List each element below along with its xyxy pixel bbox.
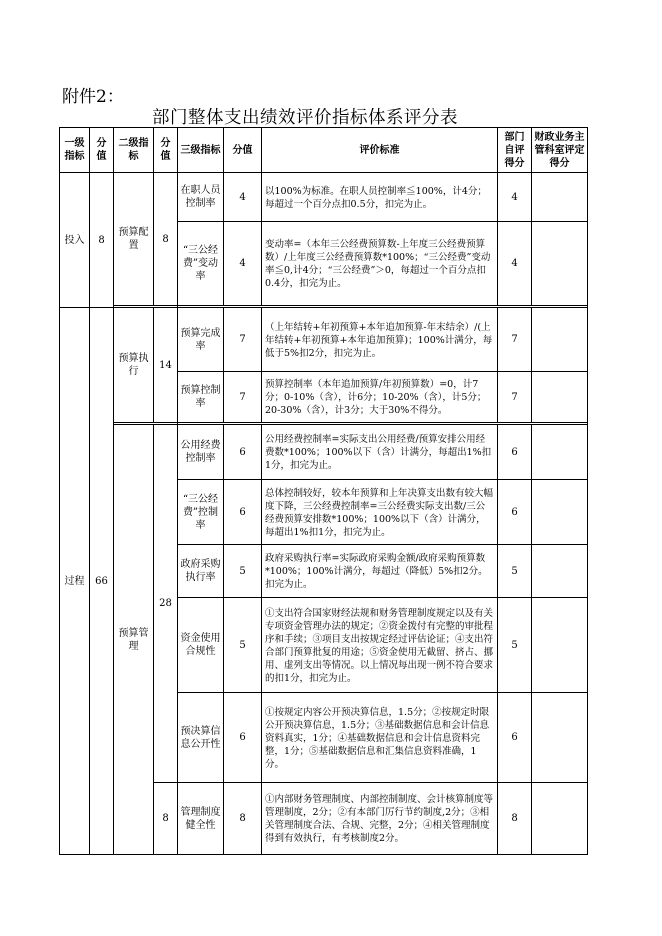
self-score: 4 bbox=[498, 173, 532, 222]
header-score2: 分值 bbox=[154, 128, 178, 173]
self-score: 5 bbox=[498, 545, 532, 598]
subgroup-budget-exec-score: 14 bbox=[154, 308, 178, 423]
indicator-score: 5 bbox=[224, 598, 262, 693]
subgroup-budget-mgmt-score: 28 bbox=[154, 425, 178, 783]
header-row bbox=[60, 128, 588, 173]
indicator-score: 8 bbox=[224, 783, 262, 855]
table-row bbox=[60, 173, 588, 222]
finance-score bbox=[532, 425, 588, 480]
group-input-score: 8 bbox=[90, 173, 114, 308]
subgroup-budget-mgmt-name: 预算管理 bbox=[114, 425, 154, 855]
indicator-score: 4 bbox=[224, 173, 262, 222]
criteria-text: 变动率=（本年三公经费预算数-上年度三公经费预算数）/上年度三公经费预算数*100%；“三公经费”变动率≦0,计4分；“三公经费”＞0，每超过一个百分点扣0.4分，扣完为止。 bbox=[262, 222, 498, 306]
indicator-score: 6 bbox=[224, 693, 262, 783]
self-score: 5 bbox=[498, 598, 532, 693]
indicator-score: 6 bbox=[224, 425, 262, 480]
criteria-text: ①内部财务管理制度、内部控制制度、会计核算制度等管理制度，2分；②有本部门厉行节约制度,2分；③相关管理制度合法、合规、完整，2分；④相关管理制度得到有效执行，有考核制度2分。 bbox=[262, 783, 498, 855]
header-score1: 分值 bbox=[90, 128, 114, 173]
indicator-name: 预算完成率 bbox=[178, 308, 224, 372]
self-score: 8 bbox=[498, 783, 532, 855]
indicator-name: “三公经费”控制率 bbox=[178, 480, 224, 545]
self-score: 6 bbox=[498, 480, 532, 545]
subgroup-budget-exec-name: 预算执行 bbox=[114, 308, 154, 423]
criteria-text: 政府采购执行率=实际政府采购金额/政府采购预算数*100%；100%计满分，每超过（降低）5%扣2分。扣完为止。 bbox=[262, 545, 498, 598]
indicator-name: 管理制度健全性 bbox=[178, 783, 224, 855]
finance-score bbox=[532, 372, 588, 423]
attachment-label: 附件2： bbox=[62, 87, 124, 107]
header-score3: 分值 bbox=[224, 128, 262, 173]
finance-score bbox=[532, 693, 588, 783]
indicator-name: 公用经费控制率 bbox=[178, 425, 224, 480]
indicator-name: 在职人员控制率 bbox=[178, 173, 224, 222]
indicator-name: 政府采购执行率 bbox=[178, 545, 224, 598]
indicator-score: 4 bbox=[224, 222, 262, 306]
finance-score bbox=[532, 545, 588, 598]
indicator-name: “三公经费”变动率 bbox=[178, 222, 224, 306]
header-level1: 一级指标 bbox=[60, 128, 90, 173]
subgroup-budget-config-score: 8 bbox=[154, 173, 178, 306]
criteria-text: 预算控制率（本年追加预算/年初预算数）=0，计7分；0-10%（含），计6分；10-20%（含），计5分；20-30%（含），计3分；大于30%不得分。 bbox=[262, 372, 498, 423]
indicator-score: 5 bbox=[224, 545, 262, 598]
criteria-text: 以100%为标准。在职人员控制率≦100%，计4分；每超过一个百分点扣0.5分，扣完为止。 bbox=[262, 173, 498, 222]
header-level3: 三级指标 bbox=[178, 128, 224, 173]
finance-score bbox=[532, 222, 588, 306]
header-finance: 财政业务主管科室评定得分 bbox=[532, 128, 588, 173]
indicator-name: 预决算信息公开性 bbox=[178, 693, 224, 783]
subgroup-last-score: 8 bbox=[154, 783, 178, 855]
self-score: 6 bbox=[498, 425, 532, 480]
criteria-text: ①支出符合国家财经法规和财务管理制度规定以及有关专项资金管理办法的规定；②资金拨付有完整的审批程序和手续；③项目支出按规定经过评估论证；④支出符合部门预算批复的用途；⑤资金使用无截留、挤占、挪用、虚列支出等情况。以上情况每出现一例不符合要求的扣1分，扣完为止。 bbox=[262, 598, 498, 693]
self-score: 7 bbox=[498, 372, 532, 423]
indicator-score: 7 bbox=[224, 372, 262, 423]
header-level2: 二级指标 bbox=[114, 128, 154, 173]
evaluation-table bbox=[59, 127, 588, 855]
self-score: 6 bbox=[498, 693, 532, 783]
self-score: 7 bbox=[498, 308, 532, 372]
criteria-text: 总体控制较好，较本年预算和上年决算支出数有较大幅度下降，三公经费控制率=三公经费实际支出数/三公经费预算安排数*100%；100%以下（含）计满分，每超出1%扣1分，扣完为止。 bbox=[262, 480, 498, 545]
finance-score bbox=[532, 173, 588, 222]
finance-score bbox=[532, 480, 588, 545]
page-title: 部门整体支出绩效评价指标体系评分表 bbox=[152, 108, 458, 128]
indicator-name: 预算控制率 bbox=[178, 372, 224, 423]
finance-score bbox=[532, 783, 588, 855]
header-dept-self: 部门自评得分 bbox=[498, 128, 532, 173]
indicator-score: 6 bbox=[224, 480, 262, 545]
header-criteria: 评价标准 bbox=[262, 128, 498, 173]
finance-score bbox=[532, 598, 588, 693]
subgroup-budget-config-name: 预算配置 bbox=[114, 173, 154, 306]
table-row bbox=[60, 308, 588, 372]
criteria-text: （上年结转+年初预算+本年追加预算-年末结余）/(上年结转+年初预算+本年追加预算)；100%计满分，每低于5%扣2分，扣完为止。 bbox=[262, 308, 498, 372]
table-row bbox=[60, 425, 588, 480]
criteria-text: 公用经费控制率=实际支出公用经费/预算安排公用经费数*100%；100%以下（含）计满分，每超出1%扣1分，扣完为止。 bbox=[262, 425, 498, 480]
group-process-name: 过程 bbox=[60, 308, 90, 855]
indicator-score: 7 bbox=[224, 308, 262, 372]
group-input-name: 投入 bbox=[60, 173, 90, 308]
self-score: 4 bbox=[498, 222, 532, 306]
criteria-text: ①按规定内容公开预决算信息，1.5分；②按规定时限公开预决算信息，1.5分；③基础数据信息和会计信息资料真实，1分；④基础数据信息和会计信息资料完整，1分；⑤基础数据信息和汇集信息资料准确，1分。 bbox=[262, 693, 498, 783]
finance-score bbox=[532, 308, 588, 372]
group-process-score: 66 bbox=[90, 308, 114, 855]
indicator-name: 资金使用合规性 bbox=[178, 598, 224, 693]
